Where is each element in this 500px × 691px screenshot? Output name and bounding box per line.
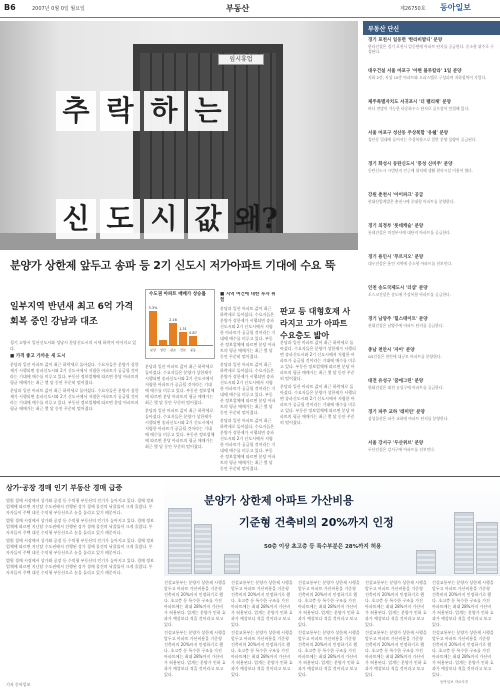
apartment-building [194,524,212,574]
article-paragraph: 분당과 일산 아파트 값이 최근 하락세로 돌아섰다. 수요자들은 분양가 상한제가 시행되면 송파신도시와 2기 신도시에서 저렴한 아파트가 공급될 것이라는 기대에 매수를 미루고 있다. 부동산 정보업체에 따르면 분당 아파트의 평균 매매가는 최근 몇 달 동안 꾸준히 떨어졌다. [220,362,276,415]
hero-glyph: 추 [56,91,96,131]
article-paragraph: 건설교통부는 분양가 상한제 시행을 앞두고 아파트 가산비용을 기준형 건축비의 20%까지 인정하기로 했다. 초고층 등 특수한 구조를 가진 아파트에는 최대 28%까지 가산비가 허용된다. 업계는 분양가 인하 효과가 예상보다 적을 것이라고 보고 있다. [365,630,427,677]
bottom-left-headline: 상가·공장 경매 인기 부동산 경매 급증 [6,484,123,492]
chart-data-label: 2.16 [169,318,177,322]
banner-title-line-1: 분양가 상한제 아파트 가산비용 [204,494,354,507]
chart-bar-fill [179,332,187,345]
article-intro: 경기 고양시 일산신도시와 성남시 분당신도시의 시세 하락이 이어지고 있다. [10,340,137,351]
apartment-building [416,550,436,574]
sidebar-item-body: GS건설은 천안에 대규모 아파트를 분양한다. [368,354,442,359]
byline: 기자 동아일보 [6,682,31,687]
sidebar-item-title: 강원 춘천시 '아이파크' 공급 [368,193,424,198]
sidebar-item-body: 대우건설은 용인 지역에 중소형 아파트를 선보인다. [368,261,453,266]
section-divider [0,476,500,477]
sidebar-item-title: 대전 유성구 '꿈에그린' 분양 [368,379,424,384]
article-paragraph: 건설교통부는 분양가 상한제 시행을 앞두고 아파트 가산비용을 기준형 건축비의 20%까지 인정하기로 했다. 초고층 등 특수한 구조를 가진 아파트에는 최대 28%까지 가산비가 허용된다. 업계는 분양가 인하 효과가 예상보다 적을 것이라고 보고 있다. [432,580,494,627]
chart-category-axis [149,348,213,352]
chart-bar [159,340,167,345]
sidebar-item-body: 한화건설은 대전 유성구에 아파트를 공급한다. [368,385,444,390]
chart-category-label: 평촌 [170,348,176,352]
sidebar-item-body: 현대건설은 남양주에 아파트 단지를 공급한다. [368,323,444,328]
article-paragraph: 법원 경매 시장에서 상가와 공장 등 수익형 부동산의 인기가 높아지고 있다. 경매 정보업체에 따르면 지난달 수도권에서 진행된 상가 경매 물건의 낙찰률이 크게 올랐다. 투자자들이 주택 대신 수익형 부동산으로 눈을 돌리고 있기 때문이다. [6,558,154,575]
chart-bar-fill [159,340,167,345]
chart-data-label: 1.31 [179,327,187,331]
article-paragraph: 분당과 일산 아파트 값이 최근 하락세로 돌아섰다. 수요자들은 분양가 상한제가 시행되면 송파신도시와 2기 신도시에서 저렴한 아파트가 공급될 것이라는 기대에 매수를 미루고 있다. 부동산 정보업체에 따르면 분당 아파트의 평균 매매가는 최근 몇 달 동안 꾸준히 떨어졌다. [145,364,215,405]
chart-data-label: 3.3% [148,306,158,310]
chart-category-label: 산본 [180,348,186,352]
sidebar-news-item [368,441,496,462]
bottom-article [164,580,498,682]
chart-title: 수도권 아파트 매매가 상승률 [149,292,206,297]
section-heading: ■ 가격 좋고 가까운 새 도시 [10,354,66,359]
hero-glyph: 하 [144,91,184,131]
chart-bar [189,331,197,345]
sidebar-news-item [368,131,496,152]
page-header [0,0,500,18]
newspaper-logo: 동아일보 [440,3,471,12]
sidebar-item-title: 경기 파주 교하 '래미안' 분양 [368,410,425,415]
article-paragraph: 분당과 일산 아파트 값이 최근 하락세로 돌아섰다. 수요자들은 분양가 상한제가 시행되면 송파신도시와 2기 신도시에서 저렴한 아파트가 공급될 것이라는 기대에 매수를 미루고 있다. 부동산 정보업체에 따르면 분당 아파트의 평균 매매가는 최근 몇 달 동안 꾸준히 떨어졌다. [10,362,139,385]
page-number: B6 [4,3,16,12]
article-headline: 분양가 상한제 앞두고 송파 등 2기 신도시 저가아파트 기대에 수요 뚝 [10,259,336,272]
sidebar-news-item [368,38,496,59]
article-paragraph: 건설교통부는 분양가 상한제 시행을 앞두고 아파트 가산비용을 기준형 건축비의 20%까지 인정하기로 했다. 초고층 등 특수한 구조를 가진 아파트에는 최대 28%까지 가산비가 허용된다. 업계는 분양가 인하 효과가 예상보다 적을 것이라고 보고 있다. [164,580,226,627]
hero-glyph: 신 [56,199,96,239]
sidebar-item-title: 서울 마포구 성산동 주상복합 '유쉘' 분양 [368,131,449,136]
sidebar-item-title: 대우건설 서울 마포구 '아현 블루칼라' 1일 분양 [368,69,462,74]
article-paragraph: 건설교통부는 분양가 상한제 시행을 앞두고 아파트 가산비용을 기준형 건축비의 20%까지 인정하기로 했다. 초고층 등 특수한 구조를 가진 아파트에는 최대 28%까지 가산비가 허용된다. 업계는 분양가 인하 효과가 예상보다 적을 것이라고 보고 있다. [231,630,293,677]
article-column-4 [280,340,356,474]
sidebar-item-body: 현대산업개발은 춘천시에 중대형 아파트를 분양한다. [368,199,455,204]
sidebar-item-body: 롯데건설은 의정부시에 대단지 아파트를 공급한다. [368,230,452,235]
article-paragraph: 분당과 일산 아파트 값이 최근 하락세로 돌아섰다. 수요자들은 분양가 상한제가 시행되면 송파신도시와 2기 신도시에서 저렴한 아파트가 공급될 것이라는 기대에 매수를 미루고 있다. 부동산 정보업체에 따르면 분당 아파트의 평균 매매가는 최근 몇 달 동안 꾸준히 떨어졌다. [280,340,356,381]
sidebar-item-title: 경기 의정부 '롯데캐슬' 분양 [368,224,424,229]
sidebar-item-body: 한라건설은 경기 포천시 일동면에 아파트 단지를 공급한다. 중소형 위주로 구성된다. [368,44,494,54]
article-paragraph: 법원 경매 시장에서 상가와 공장 등 수익형 부동산의 인기가 높아지고 있다. 경매 정보업체에 따르면 지난달 수도권에서 진행된 상가 경매 물건의 낙찰률이 크게 올랐다. 투자자들이 주택 대신 수익형 부동산으로 눈을 돌리고 있기 때문이다. [6,498,154,515]
chart-bar-fill [169,323,177,345]
chart-bar [169,318,177,345]
chart-category-label: 중동 [190,348,196,352]
hero-glyph: 값 [188,199,228,239]
sidebar-news-item [368,162,496,183]
hero-overlay-line-2 [56,199,280,239]
apartment-building [454,512,474,574]
chart-plot-area [149,304,213,346]
article-column-1 [10,340,140,474]
bottom-article-column [432,580,494,682]
apartment-building [476,522,498,574]
sidebar-news-item [368,379,496,400]
sidebar-news-item [368,69,496,90]
issue-number: 제26750호 [400,6,426,12]
pull-quote: 판교 등 대형호재 사라지고 고가 아파트 수요층도 밟아 [280,307,351,340]
hero-glyph: 시 [144,199,184,239]
sidebar-item-title: 경기 화성시 동탄신도시 '풍성 신미주' 분양 [368,162,453,167]
article-paragraph: 분당과 일산 아파트 값이 최근 하락세로 돌아섰다. 수요자들은 분양가 상한제가 시행되면 송파신도시와 2기 신도시에서 저렴한 아파트가 공급될 것이라는 기대에 매수를 미루고 있다. 부동산 정보업체에 따르면 분당 아파트의 평균 매매가는 최근 몇 달 동안 꾸준히 떨어졌다. [220,418,276,471]
chart-data-label: 0.87 [189,331,197,335]
sidebar-item-body: 동탄신도시 시범단지 인근에 위치해 생활 편의시설 이용이 쉽다. [368,168,474,173]
chart-bar [149,306,157,345]
sidebar-item-body: 바다 전망이 가능한 타운하우스 단지로 골프장이 인접해 있다. [368,106,470,111]
section-title: 부동산 [226,4,250,13]
sidebar-item-body: 성산동 일대에 들어서는 주상복합으로 일반 분양 물량이 공급된다. [368,137,477,142]
article-paragraph: 건설교통부는 분양가 상한제 시행을 앞두고 아파트 가산비용을 기준형 건축비의 20%까지 인정하기로 했다. 초고층 등 특수한 구조를 가진 아파트에는 최대 28%까지 가산비가 허용된다. 업계는 분양가 인하 효과가 예상보다 적을 것이라고 보고 있다. [432,630,494,677]
section-heading: ■ 지역 여건에 대한 투자 위험 [220,292,276,303]
sidebar-item-title: 경기 남양주 '힐스테이트' 분양 [368,317,428,322]
hero-glyph: 왜? [234,202,278,235]
hero-glyph: 락 [100,91,140,131]
sidebar-item-title: 충남 천안시 '자이' 분양 [368,348,415,353]
closed-sign: 임시휴업 [218,54,264,65]
sidebar-news-item [368,317,496,338]
issue-date: 2007년 0월 0일 월요일 [32,6,85,12]
apartment-building [168,508,192,574]
sidebar-item-title: 서울 강서구 '두산위브' 분양 [368,441,424,446]
sidebar-item-body: 지하 2층, 지상 15층 아파트와 오피스텔로 구성되며 지하철역이 가깝다. [368,75,487,80]
sidebar-news-item [368,255,496,276]
sidebar-news-item [368,193,496,214]
sidebar-news-item [368,286,496,307]
hero-glyph: 는 [188,91,228,131]
banner-title-line-2: 기준형 건축비의 20%까지 인정 [239,516,394,529]
article-paragraph: 건설교통부는 분양가 상한제 시행을 앞두고 아파트 가산비용을 기준형 건축비의 20%까지 인정하기로 했다. 초고층 등 특수한 구조를 가진 아파트에는 최대 28%까지 가산비가 허용된다. 업계는 분양가 인하 효과가 예상보다 적을 것이라고 보고 있다. [231,580,293,627]
bottom-banner [164,478,500,576]
photo-credit: 동아일보 자료사진 [440,680,469,684]
sidebar-news-item [368,100,496,121]
article-paragraph: 법원 경매 시장에서 상가와 공장 등 수익형 부동산의 인기가 높아지고 있다. 경매 정보업체에 따르면 지난달 수도권에서 진행된 상가 경매 물건의 낙찰률이 크게 올랐다. 투자자들이 주택 대신 수익형 부동산으로 눈을 돌리고 있기 때문이다. [6,518,154,535]
sidebar-item-body: 포스코건설은 송도에 주상복합 아파트를 공급한다. [368,292,452,297]
article-paragraph: 건설교통부는 분양가 상한제 시행을 앞두고 아파트 가산비용을 기준형 건축비의 20%까지 인정하기로 했다. 초고층 등 특수한 구조를 가진 아파트에는 최대 28%까지 가산비가 허용된다. 업계는 분양가 인하 효과가 예상보다 적을 것이라고 보고 있다. [164,630,226,677]
article-column-2 [145,364,215,474]
chart-bar-fill [149,311,157,345]
bottom-article-column [231,580,293,682]
article-paragraph: 분당과 일산 아파트 값이 최근 하락세로 돌아섰다. 수요자들은 분양가 상한제가 시행되면 송파신도시와 2기 신도시에서 저렴한 아파트가 공급될 것이라는 기대에 매수를 미루고 있다. 부동산 정보업체에 따르면 분당 아파트의 평균 매매가는 최근 몇 달 동안 꾸준히 떨어졌다. [280,384,356,425]
lead-quote: 일부지역 반년새 최고 6억 가격 회복 중인 강남과 대조 [10,302,134,327]
bottom-article-column [298,580,360,682]
article-paragraph: 법원 경매 시장에서 상가와 공장 등 수익형 부동산의 인기가 높아지고 있다. 경매 정보업체에 따르면 지난달 수도권에서 진행된 상가 경매 물건의 낙찰률이 크게 올랐다. 투자자들이 주택 대신 수익형 부동산으로 눈을 돌리고 있기 때문이다. [6,538,154,555]
article-paragraph: 건설교통부는 분양가 상한제 시행을 앞두고 아파트 가산비용을 기준형 건축비의 20%까지 인정하기로 했다. 초고층 등 특수한 구조를 가진 아파트에는 최대 28%까지 가산비가 허용된다. 업계는 분양가 인하 효과가 예상보다 적을 것이라고 보고 있다. [298,630,360,677]
chart-bar [179,327,187,345]
apartment-building [224,554,240,574]
sidebar-news-item [368,348,496,369]
sidebar-item-title: 제주특별자치도 서귀포시 '더 펠리체' 분양 [368,100,451,105]
hero-overlay-line-1 [56,91,228,131]
sidebar-news-item [368,224,496,245]
article-paragraph: 건설교통부는 분양가 상한제 시행을 앞두고 아파트 가산비용을 기준형 건축비의 20%까지 인정하기로 했다. 초고층 등 특수한 구조를 가진 아파트에는 최대 28%까지 가산비가 허용된다. 업계는 분양가 인하 효과가 예상보다 적을 것이라고 보고 있다. [298,580,360,627]
article-column-3 [220,292,276,474]
article-paragraph: 분당과 일산 아파트 값이 최근 하락세로 돌아섰다. 수요자들은 분양가 상한제가 시행되면 송파신도시와 2기 신도시에서 저렴한 아파트가 공급될 것이라는 기대에 매수를 미루고 있다. 부동산 정보업체에 따르면 분당 아파트의 평균 매매가는 최근 몇 달 동안 꾸준히 떨어졌다. [220,306,276,359]
banner-subtitle: 50층 이상 초고층 등 특수부분은 28%까지 허용 [264,544,382,550]
sidebar-item-title: 경기 포천시 일동면 '한라비발디' 분양 [368,38,443,43]
hero-glyph: 도 [100,199,140,239]
article-paragraph: 분당과 일산 아파트 값이 최근 하락세로 돌아섰다. 수요자들은 분양가 상한제가 시행되면 송파신도시와 2기 신도시에서 저렴한 아파트가 공급될 것이라는 기대에 매수를 미루고 있다. 부동산 정보업체에 따르면 분당 아파트의 평균 매매가는 최근 몇 달 동안 꾸준히 떨어졌다. [145,408,215,449]
chart-bar-fill [189,336,197,345]
sidebar-item-body: 삼성물산은 파주 교하에 아파트 단지를 분양한다. [368,416,449,421]
sidebar-item-title: 경기 용인시 '푸르지오' 분양 [368,255,424,260]
bottom-article-column [365,580,427,682]
article-paragraph: 분당과 일산 아파트 값이 최근 하락세로 돌아섰다. 수요자들은 분양가 상한제가 시행되면 송파신도시와 2기 신도시에서 저렴한 아파트가 공급될 것이라는 기대에 매수를 미루고 있다. 부동산 정보업체에 따르면 분당 아파트의 평균 매매가는 최근 몇 달 동안 꾸준히 떨어졌다. [10,388,139,411]
bottom-article-column [164,580,226,682]
hero-photo [0,21,358,250]
sidebar-news-item [368,410,496,431]
article-paragraph: 건설교통부는 분양가 상한제 시행을 앞두고 아파트 가산비용을 기준형 건축비의 20%까지 인정하기로 했다. 초고층 등 특수한 구조를 가진 아파트에는 최대 28%까지 가산비가 허용된다. 업계는 분양가 인하 효과가 예상보다 적을 것이라고 보고 있다. [365,580,427,627]
chart-category-label: 분당 [150,348,156,352]
sidebar-item-title: 인천 송도국제도시 '더샵' 분양 [368,286,428,291]
sidebar-item-body: 두산건설은 강서구에 아파트를 선보인다. [368,447,436,452]
chart-category-label: 일산 [160,348,166,352]
price-chart [145,289,215,359]
sidebar-header: 부동산 단신 [363,21,500,35]
bottom-left-body [6,498,154,678]
